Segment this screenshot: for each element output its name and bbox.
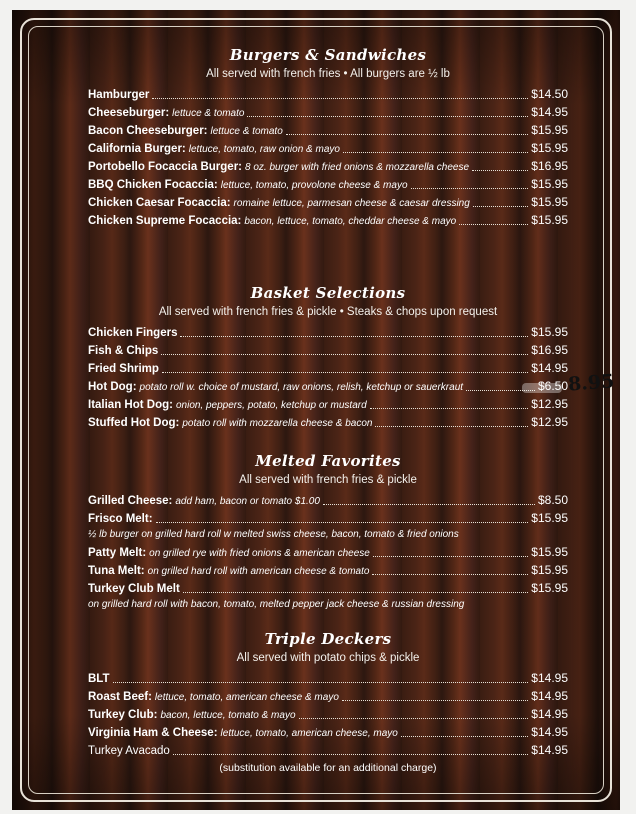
menu-item bbox=[88, 509, 568, 527]
menu-item bbox=[88, 669, 568, 687]
dot-leader bbox=[401, 725, 528, 737]
menu-item bbox=[88, 723, 568, 741]
menu-item bbox=[88, 413, 568, 431]
menu-page bbox=[12, 10, 620, 810]
item-name: Patty Melt: bbox=[88, 547, 147, 559]
item-name: Turkey Avacado bbox=[88, 745, 170, 757]
item-description: bacon, lettuce, tomato & mayo bbox=[160, 710, 296, 721]
item-name: Stuffed Hot Dog: bbox=[88, 417, 180, 429]
item-price: $6.50 bbox=[537, 379, 568, 393]
item-name: Turkey Club: bbox=[88, 709, 158, 721]
item-name: Bacon Cheeseburger: bbox=[88, 125, 208, 137]
menu-item bbox=[88, 139, 568, 157]
item-price: $16.95 bbox=[531, 343, 568, 357]
item-name: Fried Shrimp bbox=[88, 363, 159, 375]
item-description: lettuce, tomato, american cheese, mayo bbox=[220, 728, 398, 739]
menu-item bbox=[88, 121, 568, 139]
section-subtitle: All served with french fries & pickle • Steaks & chops upon request bbox=[158, 306, 498, 318]
section-subtitle: All served with french fries • All burgers are ½ lb bbox=[206, 68, 450, 80]
section-title: Burgers & Sandwiches bbox=[229, 46, 427, 64]
dot-leader bbox=[342, 689, 528, 701]
item-price: $15.95 bbox=[531, 545, 568, 559]
item-note: ½ lb burger on grilled hard roll w melted swiss cheese, bacon, tomato & fried onions bbox=[88, 529, 459, 540]
item-price: $15.95 bbox=[531, 563, 568, 577]
item-description: lettuce & tomato bbox=[210, 126, 283, 137]
item-description: onion, peppers, potato, ketchup or mustard bbox=[175, 400, 367, 411]
menu-item bbox=[88, 359, 568, 377]
item-description: on grilled hard roll with american cheese & tomato bbox=[147, 566, 370, 577]
item-name: Turkey Club Melt bbox=[88, 583, 180, 595]
item-price: $15.95 bbox=[531, 123, 568, 137]
menu-item bbox=[88, 175, 568, 193]
item-name: Chicken Caesar Focaccia: bbox=[88, 197, 231, 209]
dot-leader bbox=[180, 325, 528, 337]
item-name: Virginia Ham & Cheese: bbox=[88, 727, 218, 739]
dot-leader bbox=[411, 177, 529, 189]
menu-item bbox=[88, 193, 568, 211]
menu-item bbox=[88, 579, 568, 597]
section-title: Triple Deckers bbox=[264, 630, 392, 648]
item-description: 8 oz. burger with fried onions & mozzarella cheese bbox=[245, 162, 470, 173]
item-description: lettuce, tomato, american cheese & mayo bbox=[154, 692, 339, 703]
handwritten-price: 8.95 bbox=[567, 370, 615, 396]
dot-leader bbox=[375, 415, 528, 427]
item-description: potato roll with mozzarella cheese & bacon bbox=[182, 418, 373, 429]
item-name: Portobello Focaccia Burger: bbox=[88, 161, 243, 173]
menu-item bbox=[88, 157, 568, 175]
dot-leader bbox=[373, 545, 528, 557]
item-price: $15.95 bbox=[531, 511, 568, 525]
item-name: BLT bbox=[88, 673, 110, 685]
item-name: Tuna Melt: bbox=[88, 565, 145, 577]
menu-item bbox=[88, 211, 568, 229]
dot-leader bbox=[286, 123, 529, 135]
item-price: $15.95 bbox=[531, 177, 568, 191]
item-name: Italian Hot Dog: bbox=[88, 399, 173, 411]
item-price: $15.95 bbox=[531, 213, 568, 227]
item-note: on grilled hard roll with bacon, tomato, melted pepper jack cheese & russian dressing bbox=[88, 599, 465, 610]
item-description: bacon, lettuce, tomato, cheddar cheese & mayo bbox=[244, 216, 457, 227]
item-description: potato roll w. choice of mustard, raw onions, relish, ketchup or sauerkraut bbox=[139, 382, 464, 393]
item-description: lettuce & tomato bbox=[172, 108, 245, 119]
menu-item bbox=[88, 395, 568, 413]
menu-item bbox=[88, 705, 568, 723]
item-name: Hamburger bbox=[88, 89, 150, 101]
menu-item bbox=[88, 85, 568, 103]
item-name: Hot Dog: bbox=[88, 381, 137, 393]
item-price: $15.95 bbox=[531, 581, 568, 595]
section-subtitle: All served with french fries & pickle bbox=[239, 474, 417, 486]
footer-note: (substitution available for an additional charge) bbox=[219, 762, 437, 774]
menu-item bbox=[88, 543, 568, 561]
item-name: Roast Beef: bbox=[88, 691, 152, 703]
item-price: $14.95 bbox=[531, 671, 568, 685]
item-price: $14.95 bbox=[531, 689, 568, 703]
crossed-out-price bbox=[522, 383, 562, 393]
item-price: $14.95 bbox=[531, 361, 568, 375]
dot-leader bbox=[162, 361, 528, 373]
dot-leader bbox=[370, 397, 529, 409]
menu-section bbox=[88, 628, 568, 759]
dot-leader bbox=[459, 213, 528, 225]
item-price: $14.50 bbox=[531, 87, 568, 101]
item-price: $14.95 bbox=[531, 725, 568, 739]
item-price: $14.95 bbox=[531, 105, 568, 119]
item-price: $8.50 bbox=[537, 493, 568, 507]
menu-section bbox=[88, 44, 568, 229]
dot-leader bbox=[156, 511, 529, 523]
item-name: Grilled Cheese: bbox=[88, 495, 173, 507]
item-price: $14.95 bbox=[531, 707, 568, 721]
item-name: California Burger: bbox=[88, 143, 186, 155]
item-description: add ham, bacon or tomato $1.00 bbox=[175, 496, 320, 507]
dot-leader bbox=[299, 707, 529, 719]
item-price: $15.95 bbox=[531, 325, 568, 339]
item-price: $14.95 bbox=[531, 743, 568, 757]
dot-leader bbox=[113, 671, 529, 683]
menu-item bbox=[88, 323, 568, 341]
dot-leader bbox=[183, 581, 528, 593]
dot-leader bbox=[343, 141, 528, 153]
dot-leader bbox=[152, 87, 528, 99]
menu-section bbox=[88, 282, 568, 431]
item-name: Chicken Supreme Focaccia: bbox=[88, 215, 242, 227]
item-price: $12.95 bbox=[531, 397, 568, 411]
item-price: $15.95 bbox=[531, 195, 568, 209]
item-name: Chicken Fingers bbox=[88, 327, 178, 339]
item-description: lettuce, tomato, raw onion & mayo bbox=[188, 144, 340, 155]
item-name: Cheeseburger: bbox=[88, 107, 170, 119]
menu-item bbox=[88, 377, 568, 395]
dot-leader bbox=[161, 343, 528, 355]
dot-leader bbox=[473, 195, 529, 207]
section-title: Basket Selections bbox=[250, 284, 406, 302]
item-name: Frisco Melt: bbox=[88, 513, 153, 525]
dot-leader bbox=[372, 563, 528, 575]
menu-section bbox=[88, 450, 568, 613]
item-name: Fish & Chips bbox=[88, 345, 159, 357]
menu-item bbox=[88, 687, 568, 705]
dot-leader bbox=[173, 743, 528, 755]
item-description: lettuce, tomato, provolone cheese & mayo bbox=[220, 180, 408, 191]
section-title: Melted Favorites bbox=[255, 452, 401, 470]
menu-item bbox=[88, 491, 568, 509]
menu-item bbox=[88, 741, 568, 759]
menu-item bbox=[88, 561, 568, 579]
dot-leader bbox=[472, 159, 528, 171]
dot-leader bbox=[247, 105, 528, 117]
dot-leader bbox=[323, 493, 535, 505]
menu-item bbox=[88, 103, 568, 121]
item-name: BBQ Chicken Focaccia: bbox=[88, 179, 218, 191]
item-price: $12.95 bbox=[531, 415, 568, 429]
item-price: $15.95 bbox=[531, 141, 568, 155]
section-subtitle: All served with potato chips & pickle bbox=[236, 652, 420, 664]
menu-item bbox=[88, 341, 568, 359]
item-description: romaine lettuce, parmesan cheese & caesar dressing bbox=[233, 198, 470, 209]
item-description: on grilled rye with fried onions & american cheese bbox=[149, 548, 370, 559]
item-price: $16.95 bbox=[531, 159, 568, 173]
